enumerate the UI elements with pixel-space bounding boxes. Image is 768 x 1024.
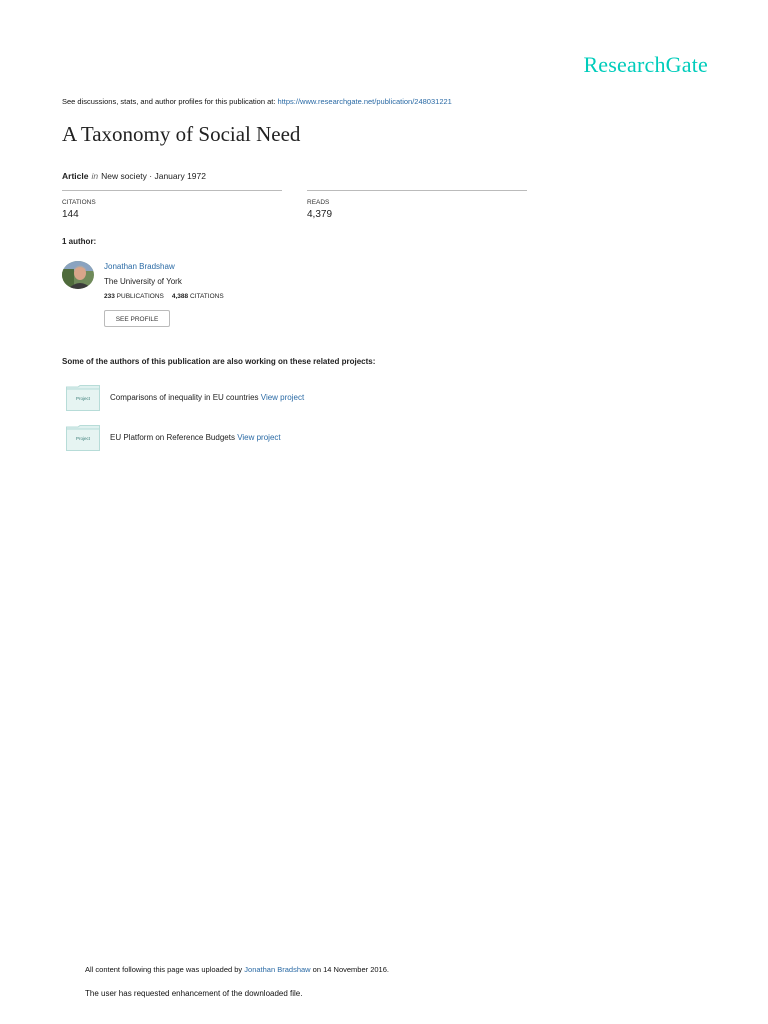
author-citations-label: CITATIONS bbox=[189, 293, 224, 300]
uploader-link[interactable]: Jonathan Bradshaw bbox=[244, 965, 311, 974]
see-profile-button[interactable]: SEE PROFILE bbox=[104, 310, 170, 327]
author-institution: The University of York bbox=[104, 277, 182, 286]
reads-label: READS bbox=[307, 199, 330, 206]
project-folder-icon[interactable] bbox=[66, 385, 100, 411]
publication-title: A Taxonomy of Social Need bbox=[62, 122, 301, 146]
project-name: EU Platform on Reference Budgets bbox=[110, 433, 235, 442]
discussion-line bbox=[62, 97, 452, 106]
publication-meta bbox=[62, 171, 206, 181]
project-folder-label: Project bbox=[75, 436, 90, 441]
author-avatar[interactable] bbox=[62, 261, 94, 289]
discussion-text: See discussions, stats, and author profiles for this publication at: bbox=[62, 97, 276, 106]
upload-suffix: on 14 November 2016. bbox=[312, 965, 389, 974]
publication-kind: Article bbox=[62, 171, 89, 181]
view-project-link[interactable]: View project bbox=[260, 393, 305, 402]
researchgate-logo[interactable]: ResearchGate bbox=[583, 52, 708, 77]
author-photo-icon bbox=[62, 261, 94, 289]
project-folder-icon[interactable] bbox=[66, 425, 100, 451]
project-text bbox=[110, 433, 281, 442]
author-publications-count: 233 bbox=[104, 293, 115, 300]
project-name: Comparisons of inequality in EU countries bbox=[110, 393, 259, 402]
author-publications-label: PUBLICATIONS bbox=[116, 293, 164, 300]
related-projects-heading: Some of the authors of this publication are also working on these related projects: bbox=[62, 357, 376, 366]
upload-prefix: All content following this page was uploaded by bbox=[85, 965, 243, 974]
upload-notice bbox=[85, 965, 389, 974]
reads-stat bbox=[307, 190, 527, 220]
citations-label: CITATIONS bbox=[62, 199, 96, 206]
publication-url-link[interactable]: https://www.researchgate.net/publication/248031221 bbox=[277, 97, 452, 106]
reads-value: 4,379 bbox=[307, 209, 333, 220]
enhancement-notice: The user has requested enhancement of the downloaded file. bbox=[85, 989, 303, 998]
author-stats bbox=[104, 293, 224, 300]
citations-stat bbox=[62, 190, 282, 220]
project-folder-label: Project bbox=[75, 396, 90, 401]
author-name-link[interactable]: Jonathan Bradshaw bbox=[104, 262, 175, 271]
authors-heading: 1 author: bbox=[62, 237, 97, 246]
project-text bbox=[110, 393, 304, 402]
publication-venue-date: New society · January 1972 bbox=[101, 171, 206, 181]
citations-value: 144 bbox=[62, 209, 79, 220]
publication-in-word: in bbox=[91, 171, 99, 181]
view-project-link[interactable]: View project bbox=[237, 433, 281, 442]
author-citations-count: 4,388 bbox=[171, 293, 189, 300]
